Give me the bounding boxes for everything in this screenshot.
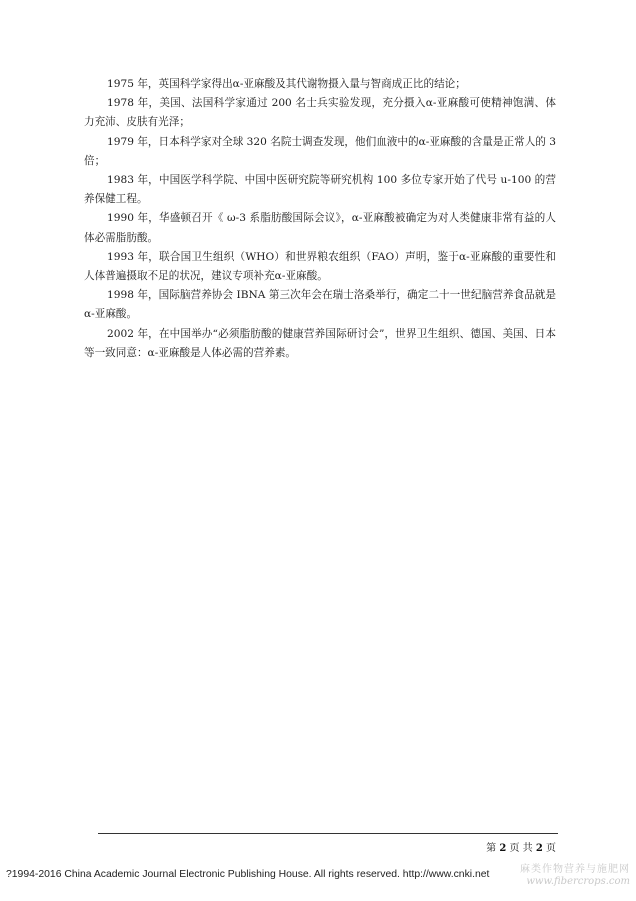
site-watermark	[520, 864, 630, 888]
watermark-url: www.fibercrops.com	[526, 876, 630, 887]
copyright-notice: ?1994-2016 China Academic Journal Electronic Publishing House. All rights reserved. http://www.cnki.net	[6, 869, 490, 880]
paragraph-1975: 1975 年，英国科学家得出α-亚麻酸及其代谢物摄入量与智商成正比的结论；	[107, 78, 466, 90]
footer-divider	[98, 833, 558, 834]
paragraph-1978: 1978 年，美国、法国科学家通过 200 名士兵实验发现，充分摄入α-亚麻酸可使精神饱满、体力充沛、皮肤有光泽；	[84, 97, 556, 129]
page-number	[486, 839, 556, 854]
page-number-prefix: 第	[486, 843, 500, 854]
page-number-current: 2	[499, 843, 507, 854]
paragraph-1979: 1979 年，日本科学家对全球 320 名院士调查发现，他们血液中的α-亚麻酸的含量是正常人的 3 倍；	[84, 135, 556, 167]
article-body	[84, 75, 556, 363]
page-number-suffix: 页	[542, 843, 556, 854]
paragraph-1993: 1993 年，联合国卫生组织（WHO）和世界粮农组织（FAO）声明，鉴于α-亚麻酸的重要性和人体普遍摄取不足的状况，建议专项补充α-亚麻酸。	[84, 250, 556, 283]
paragraph-2002: 2002 年，在中国举办“必须脂肪酸的健康营养国际研讨会”，世界卫生组织、德国、美国、日本等一致同意：α-亚麻酸是人体必需的营养素。	[84, 327, 556, 359]
paragraph-1983: 1983 年，中国医学科学院、中国中医研究院等研究机构 100 多位专家开始了代号 u-100 的营养保健工程。	[84, 174, 556, 206]
page-number-total: 2	[535, 843, 543, 854]
page-number-middle: 页 共	[506, 843, 536, 854]
paragraph-1990: 1990 年，华盛顿召开《 ω-3 系脂肪酸国际会议》，α-亚麻酸被确定为对人类健康非常有益的人体必需脂肪酸。	[84, 212, 556, 244]
watermark-chinese: 麻类作物营养与施肥网	[520, 864, 630, 875]
paragraph-1998: 1998 年，国际脑营养协会 IBNA 第三次年会在瑞士洛桑举行，确定二十一世纪脑营养食品就是α-亚麻酸。	[84, 289, 556, 321]
